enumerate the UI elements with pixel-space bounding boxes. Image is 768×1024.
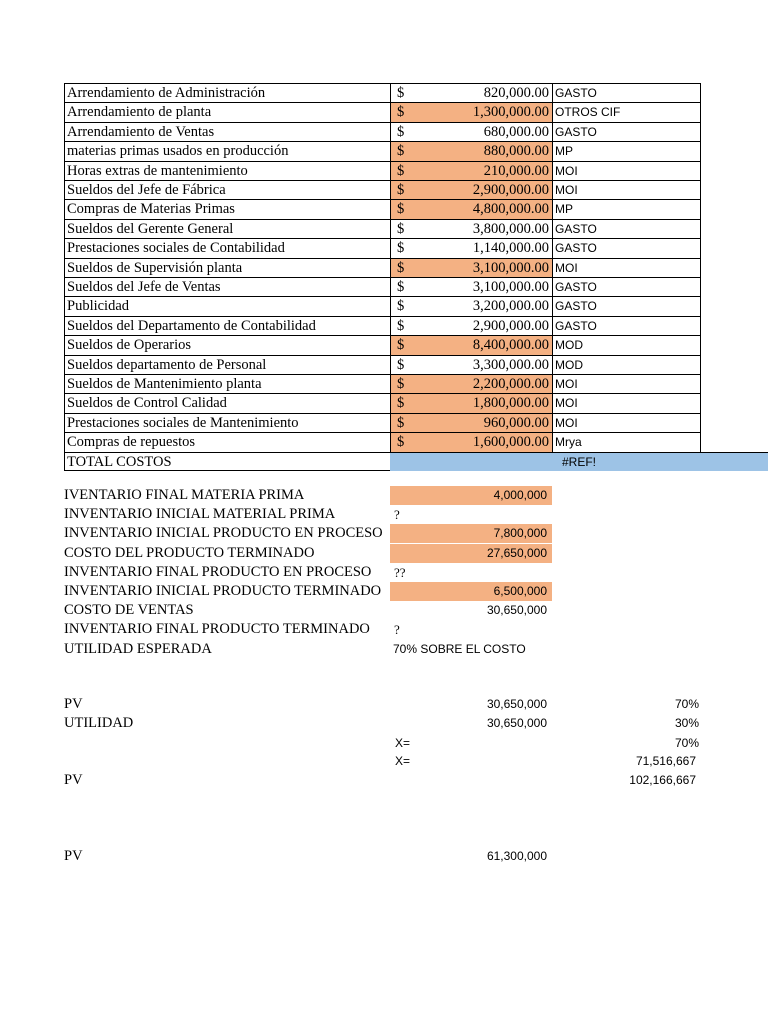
inventory-label bbox=[64, 524, 383, 543]
inventory-label bbox=[64, 640, 212, 659]
inventory-label bbox=[64, 601, 194, 620]
table-row bbox=[64, 141, 701, 160]
cost-description[interactable]: Horas extras de mantenimiento bbox=[64, 161, 390, 180]
total-value: #REF! bbox=[562, 454, 597, 469]
amount-value: 3,300,000.00 bbox=[472, 356, 549, 373]
cost-category[interactable]: GASTO bbox=[552, 122, 701, 141]
amount-value: 820,000.00 bbox=[483, 85, 549, 101]
cost-amount[interactable] bbox=[390, 180, 552, 199]
amount-value: 3,200,000.00 bbox=[472, 298, 549, 315]
currency-symbol: $ bbox=[397, 298, 405, 315]
cost-description[interactable]: Arrendamiento de Ventas bbox=[64, 122, 390, 141]
x-label-2: X= bbox=[395, 754, 411, 768]
cost-description[interactable]: Sueldos departamento de Personal bbox=[64, 355, 390, 374]
inventory-value[interactable]: 27,650,000 bbox=[486, 545, 547, 560]
table-row bbox=[64, 83, 701, 102]
inventory-label-text: INVENTARIO INICIAL PRODUCTO TERMINADO bbox=[64, 583, 382, 599]
amount-value: 8,400,000.00 bbox=[472, 337, 549, 354]
pv-label-2: PV bbox=[64, 772, 83, 788]
cost-category[interactable]: GASTO bbox=[552, 316, 701, 335]
cost-description[interactable]: Sueldos de Operarios bbox=[64, 335, 390, 354]
cost-category[interactable]: MOI bbox=[552, 258, 701, 277]
currency-symbol: $ bbox=[397, 414, 405, 431]
pv-value-3[interactable]: 61,300,000 bbox=[486, 849, 547, 863]
cost-amount[interactable] bbox=[390, 413, 552, 432]
total-label[interactable]: TOTAL COSTOS bbox=[64, 452, 390, 471]
cost-amount[interactable] bbox=[390, 432, 552, 451]
inventory-label-text: INVENTARIO FINAL PRODUCTO TERMINADO bbox=[64, 621, 370, 638]
cost-amount[interactable] bbox=[390, 277, 552, 296]
cost-category[interactable]: Mrya bbox=[552, 432, 701, 451]
pv-value-1[interactable]: 30,650,000 bbox=[486, 697, 547, 711]
utilidad-value[interactable]: 30,650,000 bbox=[486, 716, 547, 730]
currency-symbol: $ bbox=[397, 434, 405, 451]
cost-description[interactable]: Publicidad bbox=[64, 296, 390, 315]
currency-symbol: $ bbox=[397, 395, 405, 412]
table-row bbox=[64, 122, 701, 141]
inventory-value[interactable]: 30,650,000 bbox=[486, 603, 547, 618]
amount-value: 3,100,000.00 bbox=[472, 259, 549, 276]
amount-value: 3,100,000.00 bbox=[472, 279, 549, 295]
table-row bbox=[64, 199, 701, 218]
table-row bbox=[64, 161, 701, 180]
inventory-label-text: INVENTARIO INICIAL PRODUCTO EN PROCESO bbox=[64, 525, 383, 542]
table-row bbox=[64, 393, 701, 412]
utilidad-label: UTILIDAD bbox=[64, 715, 134, 731]
cost-category[interactable]: MOD bbox=[552, 355, 701, 374]
cost-amount[interactable] bbox=[390, 219, 552, 238]
table-row bbox=[64, 296, 701, 315]
amount-value: 880,000.00 bbox=[483, 143, 549, 160]
amount-value: 1,140,000.00 bbox=[472, 240, 549, 257]
currency-symbol: $ bbox=[397, 259, 405, 276]
cost-amount[interactable] bbox=[390, 122, 552, 141]
currency-symbol: $ bbox=[397, 85, 405, 101]
amount-value: 2,900,000.00 bbox=[472, 317, 549, 334]
inventory-label bbox=[64, 582, 381, 601]
inventory-label bbox=[64, 563, 371, 582]
cost-category[interactable]: MP bbox=[552, 141, 701, 160]
cost-category[interactable]: GASTO bbox=[552, 238, 701, 257]
cost-category[interactable]: MOI bbox=[552, 413, 701, 432]
pv-label-1: PV bbox=[64, 696, 83, 712]
inventory-value[interactable]: 70% SOBRE EL COSTO bbox=[393, 641, 526, 656]
amount-value: 1,800,000.00 bbox=[472, 395, 549, 412]
cost-category[interactable]: MOI bbox=[552, 161, 701, 180]
table-row bbox=[64, 355, 701, 374]
x-value-2[interactable]: 71,516,667 bbox=[635, 754, 696, 768]
table-row bbox=[64, 432, 701, 451]
currency-symbol: $ bbox=[397, 201, 405, 218]
amount-value: 210,000.00 bbox=[483, 162, 549, 179]
cost-category[interactable]: MOI bbox=[552, 374, 701, 393]
inventory-label bbox=[64, 505, 335, 524]
table-row bbox=[64, 180, 701, 199]
inventory-value[interactable]: 4,000,000 bbox=[493, 488, 547, 502]
cost-description[interactable]: materias primas usados en producción bbox=[64, 141, 390, 160]
cost-description[interactable]: Sueldos de Mantenimiento planta bbox=[64, 374, 390, 393]
cost-description[interactable]: Compras de repuestos bbox=[64, 432, 390, 451]
inventory-label-text: COSTO DE VENTAS bbox=[64, 602, 194, 619]
pv-pct-1[interactable]: 70% bbox=[674, 697, 699, 711]
cost-amount[interactable] bbox=[390, 141, 552, 160]
cost-category[interactable]: MOD bbox=[552, 335, 701, 354]
amount-value: 1,300,000.00 bbox=[472, 104, 549, 121]
table-row bbox=[64, 374, 701, 393]
cost-category[interactable]: MP bbox=[552, 199, 701, 218]
table-row bbox=[64, 102, 701, 121]
cost-amount[interactable] bbox=[390, 199, 552, 218]
currency-symbol: $ bbox=[397, 162, 405, 179]
cost-amount[interactable] bbox=[390, 335, 552, 354]
inventory-value[interactable]: 6,500,000 bbox=[493, 584, 547, 598]
currency-symbol: $ bbox=[397, 104, 405, 121]
amount-value: 960,000.00 bbox=[483, 414, 549, 431]
cost-amount[interactable] bbox=[390, 161, 552, 180]
cost-description[interactable]: Arrendamiento de Administración bbox=[64, 83, 390, 102]
cost-category[interactable]: MOI bbox=[552, 393, 701, 412]
cost-description[interactable]: Compras de Materias Primas bbox=[64, 199, 390, 218]
amount-value: 3,800,000.00 bbox=[472, 220, 549, 237]
cost-category[interactable]: OTROS CIF bbox=[552, 102, 701, 121]
pv-value-2[interactable]: 102,166,667 bbox=[629, 773, 696, 787]
inventory-value[interactable]: ? bbox=[394, 622, 400, 638]
inventory-label bbox=[64, 544, 314, 563]
cost-amount[interactable] bbox=[390, 355, 552, 374]
currency-symbol: $ bbox=[397, 123, 405, 140]
cost-description[interactable]: Sueldos de Supervisión planta bbox=[64, 258, 390, 277]
cost-amount[interactable] bbox=[390, 374, 552, 393]
inventory-value[interactable]: ? bbox=[394, 507, 400, 523]
total-value-cell[interactable] bbox=[390, 452, 768, 471]
currency-symbol: $ bbox=[397, 337, 405, 354]
inventory-label bbox=[64, 486, 304, 505]
cost-description[interactable]: Sueldos del Departamento de Contabilidad bbox=[64, 316, 390, 335]
inventory-value[interactable]: 7,800,000 bbox=[493, 526, 547, 541]
currency-symbol: $ bbox=[397, 376, 405, 392]
cost-description[interactable]: Sueldos del Gerente General bbox=[64, 219, 390, 238]
amount-value: 1,600,000.00 bbox=[472, 434, 549, 451]
amount-value: 680,000.00 bbox=[483, 123, 549, 140]
cost-category[interactable]: GASTO bbox=[552, 277, 701, 296]
inventory-label bbox=[64, 620, 370, 639]
cost-description[interactable]: Sueldos del Jefe de Ventas bbox=[64, 277, 390, 296]
x-value-1[interactable]: 70% bbox=[674, 736, 699, 750]
inventory-value[interactable]: ?? bbox=[394, 564, 406, 580]
table-row bbox=[64, 219, 701, 238]
cost-amount[interactable] bbox=[390, 258, 552, 277]
cost-description[interactable]: Prestaciones sociales de Contabilidad bbox=[64, 238, 390, 257]
cost-description[interactable]: Prestaciones sociales de Mantenimiento bbox=[64, 413, 390, 432]
table-row bbox=[64, 277, 701, 296]
currency-symbol: $ bbox=[397, 220, 405, 237]
inventory-label-text: COSTO DEL PRODUCTO TERMINADO bbox=[64, 544, 315, 561]
inventory-label-text: INVENTARIO INICIAL MATERIAL PRIMA bbox=[64, 506, 336, 523]
table-row bbox=[64, 335, 701, 354]
inventory-label-text: INVENTARIO FINAL PRODUCTO EN PROCESO bbox=[64, 563, 372, 580]
table-row bbox=[64, 413, 701, 432]
utilidad-pct[interactable]: 30% bbox=[674, 716, 699, 730]
currency-symbol: $ bbox=[397, 317, 405, 334]
amount-value: 2,900,000.00 bbox=[472, 182, 549, 198]
cost-category[interactable]: GASTO bbox=[552, 219, 701, 238]
table-row bbox=[64, 258, 701, 277]
x-label-1: X= bbox=[395, 736, 411, 750]
inventory-label-text: UTILIDAD ESPERADA bbox=[64, 640, 212, 657]
currency-symbol: $ bbox=[397, 143, 405, 160]
inventory-label-text: IVENTARIO FINAL MATERIA PRIMA bbox=[64, 487, 305, 503]
cost-amount[interactable] bbox=[390, 296, 552, 315]
pv-label-3: PV bbox=[64, 848, 83, 864]
cost-category[interactable]: GASTO bbox=[552, 83, 701, 102]
currency-symbol: $ bbox=[397, 182, 405, 198]
currency-symbol: $ bbox=[397, 279, 405, 295]
cost-category[interactable]: MOI bbox=[552, 180, 701, 199]
table-row bbox=[64, 238, 701, 257]
currency-symbol: $ bbox=[397, 356, 405, 373]
amount-value: 4,800,000.00 bbox=[472, 201, 549, 218]
table-row bbox=[64, 316, 701, 335]
cost-description[interactable]: Sueldos de Control Calidad bbox=[64, 393, 390, 412]
cost-amount[interactable] bbox=[390, 316, 552, 335]
cost-description[interactable]: Arrendamiento de planta bbox=[64, 102, 390, 121]
cost-amount[interactable] bbox=[390, 238, 552, 257]
cost-amount[interactable] bbox=[390, 83, 552, 102]
currency-symbol: $ bbox=[397, 240, 405, 257]
amount-value: 2,200,000.00 bbox=[472, 376, 549, 392]
cost-amount[interactable] bbox=[390, 102, 552, 121]
cost-category[interactable]: GASTO bbox=[552, 296, 701, 315]
cost-amount[interactable] bbox=[390, 393, 552, 412]
cost-description[interactable]: Sueldos del Jefe de Fábrica bbox=[64, 180, 390, 199]
